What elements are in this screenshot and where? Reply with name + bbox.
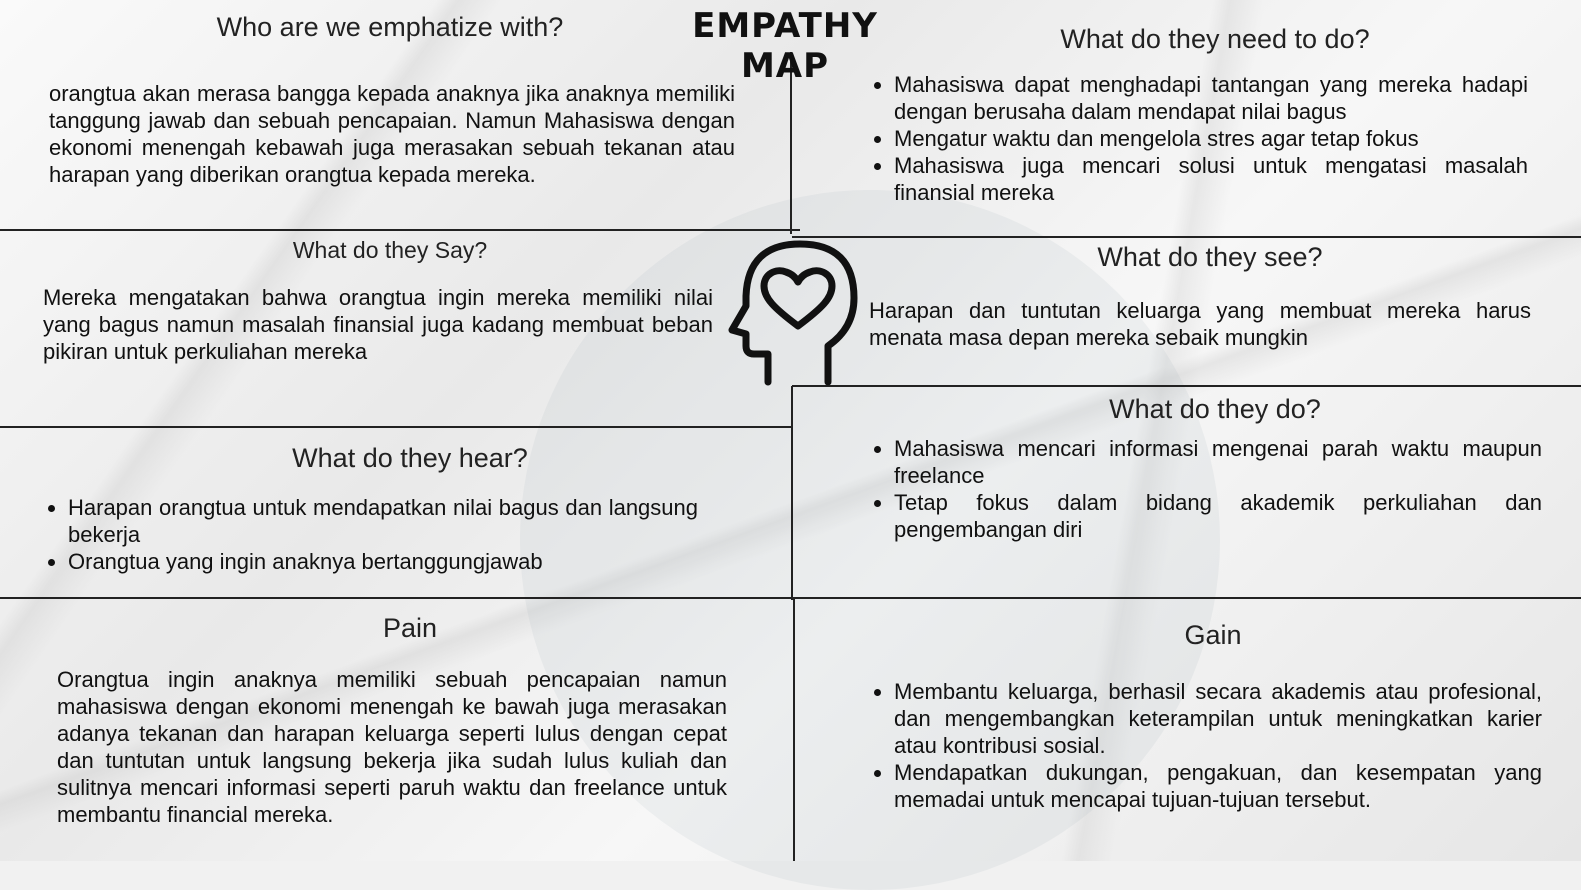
see-text: Harapan dan tuntutan keluarga yang membuat mereka harus menata masa depan mereka sebaik mungkin [869, 298, 1531, 350]
bullet-icon [874, 500, 881, 507]
gain-list [868, 678, 1542, 813]
list-item [868, 71, 1528, 125]
pain-heading: Pain [382, 613, 438, 643]
bullet-icon [48, 505, 55, 512]
list-item [868, 489, 1542, 543]
list-item [868, 759, 1542, 813]
need-list [868, 71, 1528, 206]
bullet-icon [874, 136, 881, 143]
list-item-text: Mahasiswa juga mencari solusi untuk mengatasi masalah finansial mereka [894, 153, 1528, 205]
horizontal-divider-left-1 [0, 229, 800, 231]
vertical-divider-bottom [793, 598, 795, 861]
list-item [868, 152, 1528, 206]
list-item-text: Mendapatkan dukungan, pengakuan, dan kesempatan yang memadai untuk mencapai tujuan-tujuan tersebut. [894, 760, 1542, 812]
bullet-icon [874, 770, 881, 777]
bullet-icon [874, 82, 881, 89]
list-item-text: Orangtua yang ingin anaknya bertanggungjawab [68, 549, 543, 574]
horizontal-divider-3 [0, 597, 1581, 599]
bullet-icon [48, 559, 55, 566]
hear-list [42, 494, 698, 575]
head-heart-icon [724, 236, 864, 388]
list-item-text: Mahasiswa dapat menghadapi tantangan yang mereka hadapi dengan berusaha dalam mendapat nilai bagus [894, 72, 1528, 124]
horizontal-divider-right-1 [792, 236, 1581, 238]
vertical-divider-middle [791, 386, 793, 600]
bullet-icon [874, 163, 881, 170]
who-text: orangtua akan merasa bangga kepada anaknya jika anaknya memiliki tanggung jawab dan sebuah pencapaian. Namun Mahasiswa dengan ekonomi menengah kebawah juga merasakan sebuah tekanan atau harapan yang diberikan orangtua kepada mereka. [49, 81, 735, 187]
page-title: EMPATHY MAP [692, 6, 878, 86]
see-heading: What do they see? [1097, 242, 1323, 272]
do-heading: What do they do? [1109, 394, 1321, 424]
list-item [868, 435, 1542, 489]
bullet-icon [874, 446, 881, 453]
list-item [868, 678, 1542, 759]
say-heading: What do they Say? [292, 237, 488, 263]
pain-text: Orangtua ingin anaknya memiliki sebuah pencapaian namun mahasiswa dengan ekonomi menengah ke bawah juga merasakan adanya tekanan dan harapan keluarga seperti lulus dengan cepat dan tuntutan untuk langsung bekerja jika sudah lulus kuliah dan sulitnya mencari informasi seperti paruh waktu dan freelance untuk membantu financial mereka. [57, 667, 727, 827]
list-item-text: Membantu keluarga, berhasil secara akademis atau profesional, dan mengembangkan keterampilan untuk meningkatkan karier atau kontribusi sosial. [894, 679, 1542, 758]
gain-heading: Gain [1184, 620, 1242, 650]
list-item-text: Harapan orangtua untuk mendapatkan nilai bagus dan langsung bekerja [68, 495, 698, 547]
bullet-icon [874, 689, 881, 696]
horizontal-divider-right-2 [792, 385, 1581, 387]
list-item [42, 494, 698, 548]
who-heading: Who are we emphatize with? [216, 12, 564, 42]
need-heading: What do they need to do? [1060, 24, 1370, 54]
say-text: Mereka mengatakan bahwa orangtua ingin mereka memiliki nilai yang bagus namun masalah finansial juga kadang membuat beban pikiran untuk perkuliahan mereka [43, 285, 713, 364]
list-item [42, 548, 698, 575]
list-item [868, 125, 1528, 152]
horizontal-divider-left-2 [0, 426, 793, 428]
do-list [868, 435, 1542, 543]
list-item-text: Tetap fokus dalam bidang akademik perkuliahan dan pengembangan diri [894, 490, 1542, 542]
list-item-text: Mengatur waktu dan mengelola stres agar tetap fokus [894, 126, 1419, 151]
hear-heading: What do they hear? [292, 443, 528, 473]
list-item-text: Mahasiswa mencari informasi mengenai parah waktu maupun freelance [894, 436, 1542, 488]
